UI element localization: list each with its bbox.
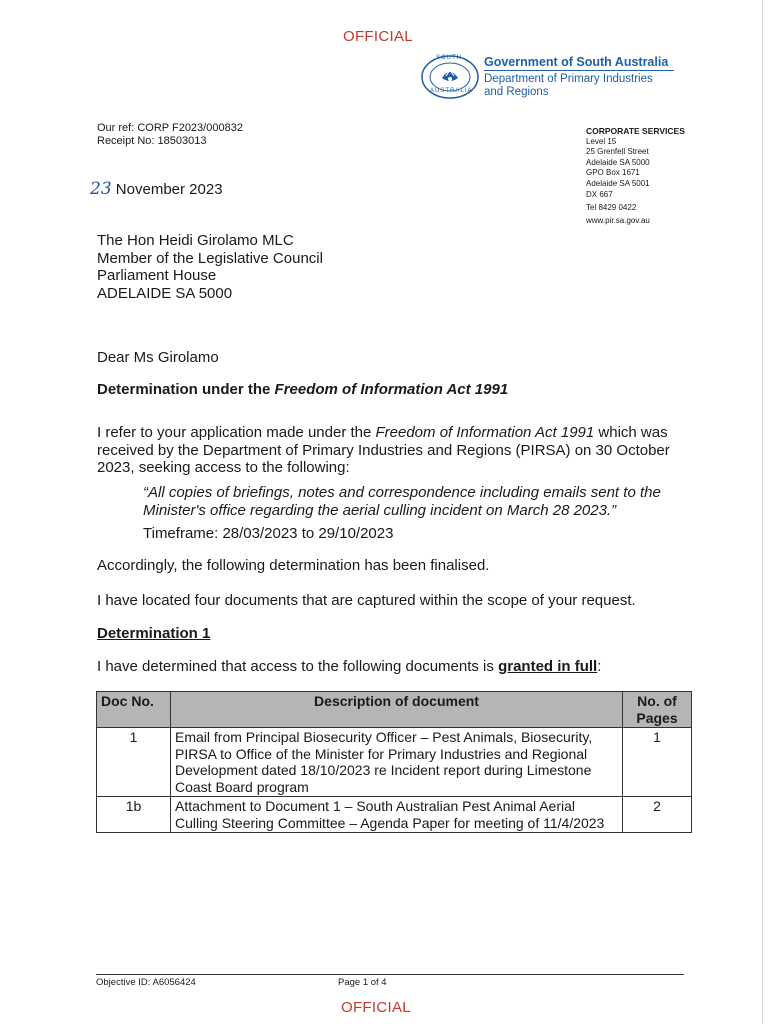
request-timeframe: Timeframe: 28/03/2023 to 29/10/2023 — [143, 525, 394, 542]
objective-id: Objective ID: A6056424 — [96, 977, 196, 988]
reference-block — [97, 122, 243, 148]
government-name: Government of South Australia — [484, 55, 669, 69]
table-header-row — [97, 692, 692, 728]
recipient-line: Parliament House — [97, 267, 217, 284]
request-quote: “All copies of briefings, notes and correspondence including emails sent to the Minister's office regarding the aerial culling incident on March 28 2023.” — [143, 484, 661, 519]
our-reference: Our ref: CORP F2023/000832 — [97, 122, 243, 134]
page-number: Page 1 of 4 — [338, 977, 387, 988]
documents-located-text: I have located four documents that are captured within the scope of your request. — [97, 592, 636, 609]
letter-date — [90, 181, 223, 199]
address-line: Tel 8429 0422 — [586, 202, 637, 212]
address-line: 25 Grenfell Street — [586, 147, 649, 156]
pages-cell: 1 — [623, 728, 692, 797]
address-line: www.pir.sa.gov.au — [586, 216, 650, 225]
pages-cell: 2 — [623, 797, 692, 833]
address-line: Adelaide SA 5001 — [586, 178, 650, 188]
subject-line: Determination under the Freedom of Information Act 1991 — [97, 381, 509, 398]
description-cell: Attachment to Document 1 – South Australian Pest Animal Aerial Culling Steering Committee – Agenda Paper for meeting of 11/4/2023 — [171, 797, 623, 833]
table-row — [97, 797, 692, 833]
recipient-line: The Hon Heidi Girolamo MLC — [97, 232, 294, 249]
doc-number-cell: 1b — [97, 797, 171, 833]
date-month-year: November 2023 — [111, 181, 223, 198]
date-day-handwritten: 23 — [90, 179, 112, 199]
salutation: Dear Ms Girolamo — [97, 349, 219, 366]
seal-text-top: SOUTH — [436, 55, 462, 61]
doc-number-cell: 1 — [97, 728, 171, 797]
header-rule — [484, 70, 674, 71]
column-header-description: Description of document — [171, 692, 623, 728]
scan-edge — [762, 0, 763, 1024]
recipient-address — [97, 232, 323, 302]
description-cell: Email from Principal Biosecurity Officer – Pest Animals, Biosecurity, PIRSA to Office of the Minister for Primary Industries and Regional Development dated 18/10/2023 re Incident report during Limestone Coast Board program — [171, 728, 623, 797]
address-line: GPO Box 1671 — [586, 168, 640, 177]
department-name: Department of Primary Industries and Regions — [484, 73, 653, 98]
corporate-address — [586, 126, 685, 227]
address-line: Adelaide SA 5000 — [586, 157, 650, 167]
address-line: Level 15 — [586, 136, 617, 146]
address-line: DX 667 — [586, 190, 613, 199]
intro-paragraph: I refer to your application made under the Freedom of Information Act 1991 which was received by the Department of Primary Industries and Regions (PIRSA) on 30 October 2023, seeking access to the following: — [97, 424, 670, 476]
access-granted-text: I have determined that access to the following documents is granted in full: — [97, 658, 602, 675]
classification-marking-bottom: OFFICIAL — [341, 999, 411, 1016]
recipient-line: Member of the Legislative Council — [97, 249, 323, 267]
seal-text-bottom: AUSTRALIA — [430, 88, 473, 94]
column-header-doc-no: Doc No. — [97, 692, 171, 728]
address-heading: CORPORATE SERVICES — [586, 126, 685, 136]
footer-rule — [96, 974, 684, 975]
classification-marking-top: OFFICIAL — [343, 28, 413, 45]
recipient-line: ADELAIDE SA 5000 — [97, 284, 233, 302]
determination-heading: Determination 1 — [97, 625, 211, 642]
column-header-pages: No. of Pages — [623, 692, 692, 728]
documents-table — [96, 691, 692, 833]
table-row — [97, 728, 692, 797]
determination-finalised-text: Accordingly, the following determination has been finalised. — [97, 557, 490, 574]
receipt-number: Receipt No: 18503013 — [97, 135, 207, 147]
